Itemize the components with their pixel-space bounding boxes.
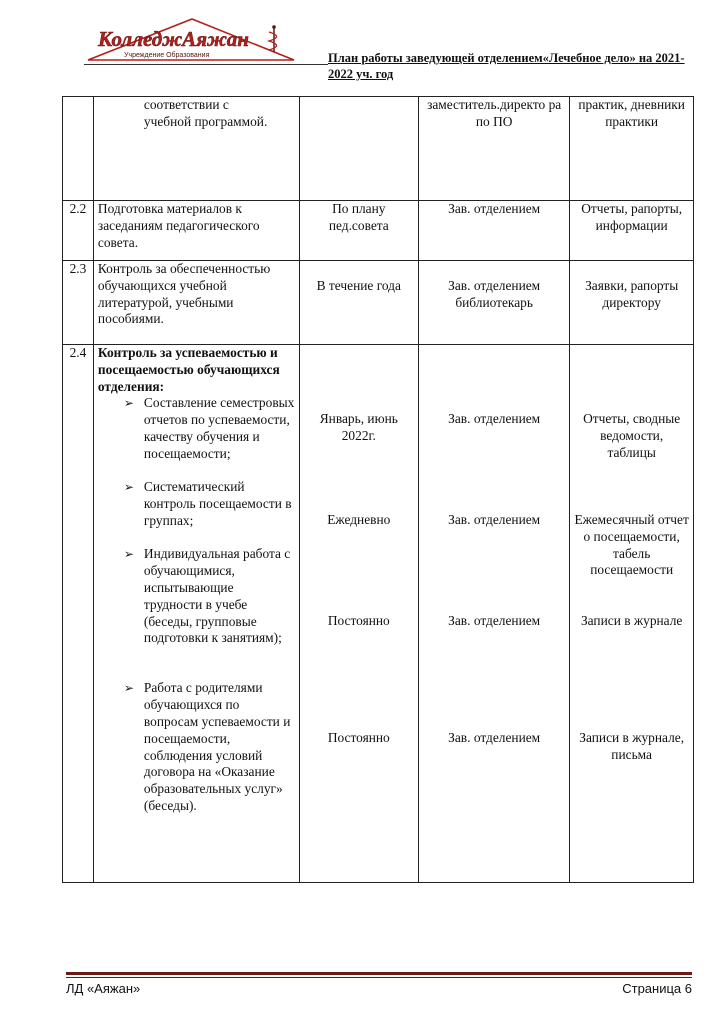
list-item	[98, 680, 295, 814]
responsible-text: Зав. отделением	[448, 730, 541, 745]
college-logo	[84, 16, 298, 62]
activity-heading: Контроль за успеваемостью и посещаемостью обучающихся отделения:	[97, 345, 280, 394]
term-cell	[299, 345, 418, 883]
responsible-cell: Зав. отделением	[418, 201, 569, 261]
term-text: Постоянно	[327, 613, 390, 628]
activity-cell	[93, 345, 299, 883]
activity-cell	[93, 97, 299, 201]
report-form-cell: Заявки, рапорты директору	[570, 261, 694, 345]
row-number: 2.4	[63, 345, 94, 883]
report-form-text: Записи в журнале	[580, 613, 683, 628]
arrow-bullet-icon: ➢	[123, 681, 134, 696]
row-number	[63, 97, 94, 201]
table-row	[63, 261, 694, 345]
report-form-text: Записи в журнале, письма	[579, 730, 685, 762]
page-title: План работы заведующей отделением«Лечебное дело» на 2021-2022 уч. год	[328, 51, 685, 81]
responsible-text: Зав. отделением	[448, 613, 541, 628]
row-number: 2.3	[63, 261, 94, 345]
row-number: 2.2	[63, 201, 94, 261]
activity-cell: Подготовка материалов к заседаниям педагогического совета.	[93, 201, 299, 261]
table-row	[63, 345, 694, 883]
list-item	[98, 479, 295, 546]
arrow-bullet-icon: ➢	[123, 480, 134, 495]
list-item	[98, 546, 295, 680]
arrow-bullet-icon: ➢	[123, 547, 134, 562]
activity-cell: Контроль за обеспеченностью обучающихся учебной литературой, учебными пособиями.	[93, 261, 299, 345]
list-item	[98, 395, 295, 479]
work-plan-table	[62, 96, 694, 883]
list-item-text: Работа с родителями обучающихся по вопросам успеваемости и посещаемости, соблюдения условий договора на «Оказание образовательных услуг» (беседы).	[143, 680, 291, 813]
activity-text: соответствии с	[143, 97, 229, 112]
term-cell: По плану пед.совета	[299, 201, 418, 261]
caduceus-icon	[269, 25, 277, 52]
report-form-text: Ежемесячный отчет о посещаемости, табель посещаемости	[574, 512, 689, 578]
arrow-bullet-icon: ➢	[123, 396, 134, 411]
term-text: Постоянно	[327, 730, 390, 745]
list-item-text: Составление семестровых отчетов по успеваемости, качеству обучения и посещаемости;	[143, 395, 295, 461]
term-cell: В течение года	[299, 261, 418, 345]
term-cell	[299, 97, 418, 201]
report-form-cell	[570, 345, 694, 883]
table-row	[63, 201, 694, 261]
report-form-cell: Отчеты, рапорты, информации	[570, 201, 694, 261]
header-rule	[84, 64, 328, 65]
footer-rule	[66, 972, 692, 975]
term-text: Январь, июнь 2022г.	[319, 411, 398, 443]
activity-text: учебной программой.	[143, 113, 268, 129]
responsible-cell: Зав. отделением библиотекарь	[418, 261, 569, 345]
footer-institution: ЛД «Аяжан»	[66, 981, 141, 996]
responsible-text: Зав. отделением	[448, 512, 541, 527]
responsible-cell	[418, 345, 569, 883]
responsible-cell: заместитель.директо ра по ПО	[418, 97, 569, 201]
page-number: Страница 6	[622, 981, 692, 996]
report-form-text: Отчеты, сводные ведомости, таблицы	[583, 411, 681, 460]
footer-rule-thin	[66, 977, 692, 978]
table-row	[63, 97, 694, 201]
list-item-text: Индивидуальная работа с обучающимися, испытывающие трудности в учебе (беседы, групповые подготовки к занятиям);	[143, 546, 291, 646]
logo-wordmark: КолледжАяжан	[98, 27, 249, 51]
report-form-cell: практик, дневники практики	[570, 97, 694, 201]
term-text: Ежедневно	[327, 512, 391, 527]
list-item-text: Систематический контроль посещаемости в группах;	[143, 479, 292, 528]
responsible-text: Зав. отделением	[448, 411, 541, 426]
logo-subtitle: Учреждение Образования	[124, 52, 210, 59]
